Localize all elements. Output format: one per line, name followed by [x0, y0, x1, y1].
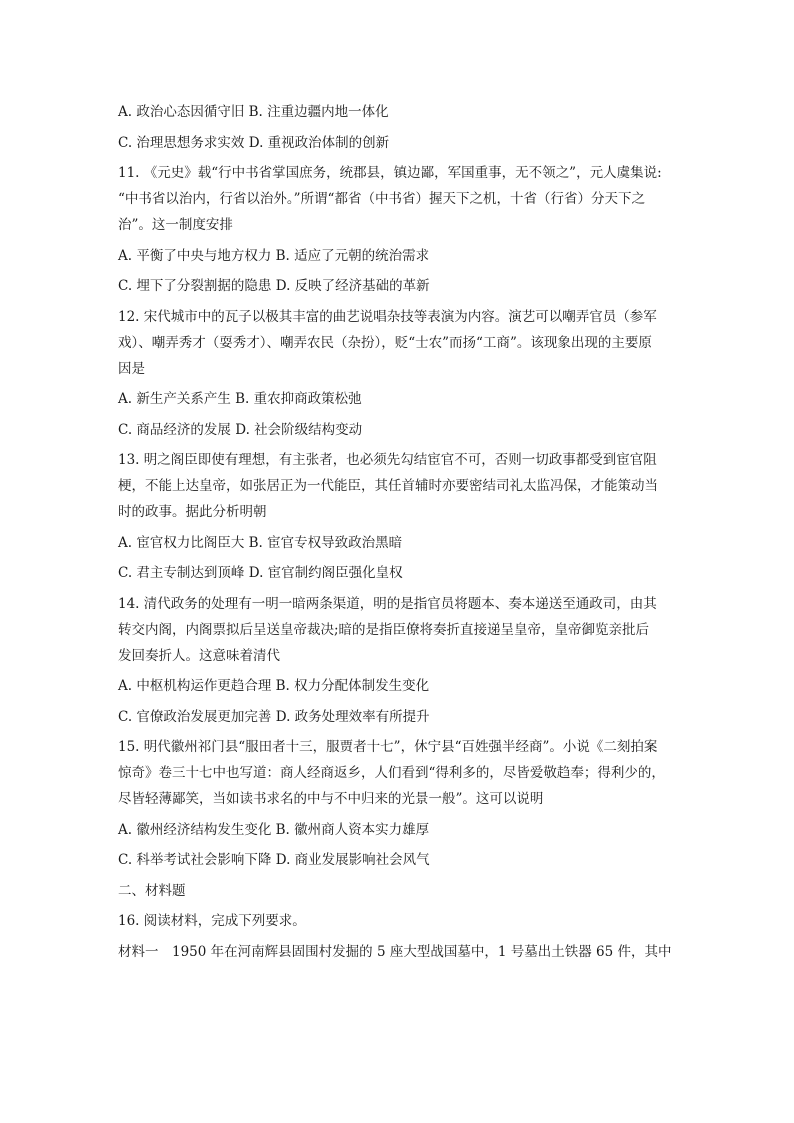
question-line: 11. 《元史》载“行中书省掌国庶务，统郡县，镇边鄙，军国重事，无不领之”，元人虞集说:: [118, 165, 662, 181]
text-line: C. 官僚政治发展更加完善 D. 政务处理效率有所提升: [118, 708, 430, 725]
text-line: C. 治理思想务求实效 D. 重视政治体制的创新: [118, 134, 390, 151]
question-line: 尽皆轻薄鄙笑，当如读书求名的中与不中归来的光景一般”。这可以说明: [118, 791, 544, 807]
question-stem: [118, 307, 678, 379]
question-stem: [118, 594, 678, 666]
question-line: 梗，不能上达皇帝，如张居正为一代能臣，其任首辅时亦要密结司礼太监冯保，才能策动当: [118, 478, 658, 494]
question-line: 惊奇》卷三十七中也写道：商人经商返乡，人们看到“得利多的，尽皆爱敬趋奉；得利少的，: [118, 765, 665, 781]
text-line: A. 中枢机构运作更趋合理 B. 权力分配体制发生变化: [118, 678, 430, 694]
text-line: 材料一 1950 年在河南辉县固围村发掘的 5 座大型战国墓中，1 号墓出土铁器 65 件，其中: [118, 943, 672, 960]
text-line: 二、材料题: [118, 882, 186, 899]
question-line: 14. 清代政务的处理有一明一暗两条渠道，明的是指官员将题本、奏本递送至通政司，由其: [118, 595, 657, 612]
text-line: C. 科举考试社会影响下降 D. 商业发展影响社会风气: [118, 852, 430, 868]
question-stem: [118, 450, 678, 522]
text-line: 16. 阅读材料，完成下列要求。: [118, 913, 306, 929]
question-line: 13. 明之阁臣即使有理想，有主张者，也必须先勾结宦官不可，否则一切政事都受到宦官阻: [118, 452, 657, 468]
document-page: [118, 102, 678, 972]
text-line: A. 新生产关系产生 B. 重农抑商政策松弛: [118, 391, 362, 407]
question-line: “中书省以治内，行省以治外。”所谓“都省（中书省）握天下之机，十省（行省）分天下之: [118, 191, 645, 207]
question-stem: [118, 737, 678, 809]
text-line: A. 政治心态因循守旧 B. 注重边疆内地一体化: [118, 104, 389, 120]
question-line: 时的政事。据此分析明朝: [118, 504, 267, 520]
text-line: A. 徽州经济结构发生变化 B. 徽州商人资本实力雄厚: [118, 821, 430, 838]
text-line: A. 平衡了中央与地方权力 B. 适应了元朝的统治需求: [118, 247, 430, 264]
text-line: A. 宦官权力比阁臣大 B. 宦官专权导致政治黑暗: [118, 534, 403, 551]
question-line: 发回奏折人。这意味着清代: [118, 647, 280, 664]
text-line: C. 君主专制达到顶峰 D. 宦官制约阁臣强化皇权: [118, 565, 403, 581]
question-line: 转交内阁，内阁票拟后呈送皇帝裁决;暗的是指臣僚将奏折直接递呈皇帝，皇帝御览亲批后: [118, 621, 650, 638]
text-line: C. 埋下了分裂割据的隐患 D. 反映了经济基础的革新: [118, 278, 430, 294]
question-line: 戏）、嘲弄秀才（耍秀才）、嘲弄农民（杂扮），贬“士农”而扬“工商”。该现象出现的主要原: [118, 334, 652, 351]
question-line: 治”。这一制度安排: [118, 217, 233, 233]
text-line: C. 商品经济的发展 D. 社会阶级结构变动: [118, 421, 363, 438]
question-line: 因是: [118, 360, 145, 377]
question-line: 15. 明代徽州祁门县“服田者十三，服贾者十七”，休宁县“百姓强半经商”。小说《二刻拍案: [118, 739, 658, 755]
question-stem: [118, 163, 678, 235]
question-line: 12. 宋代城市中的瓦子以极其丰富的曲艺说唱杂技等表演为内容。演艺可以嘲弄官员（参军: [118, 308, 657, 325]
